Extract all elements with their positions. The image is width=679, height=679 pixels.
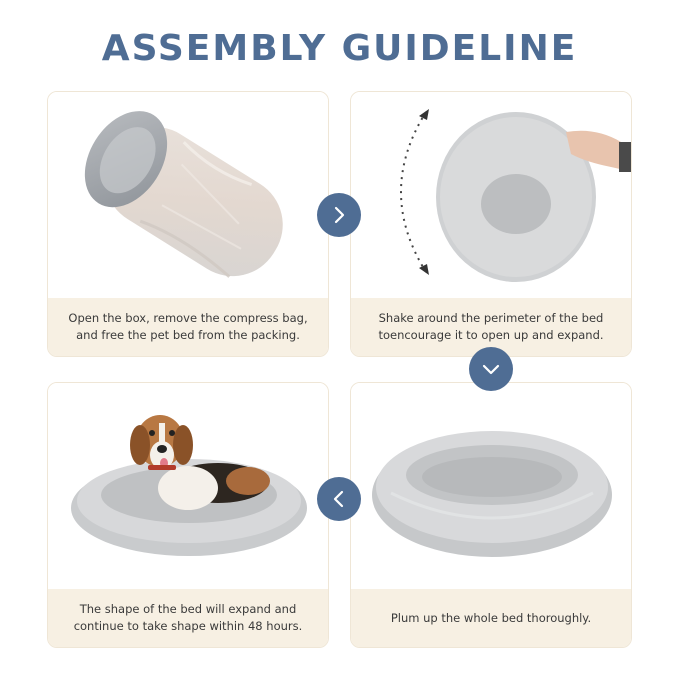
step-card-3 (47, 382, 329, 648)
page-title: ASSEMBLY GUIDELINE (101, 28, 578, 69)
step-caption: Shake around the perimeter of the bed toencourage it to open up and expand. (351, 298, 631, 356)
chevron-left-icon (317, 477, 361, 521)
chevron-right-icon (317, 193, 361, 237)
step-caption: Plum up the whole bed thoroughly. (351, 589, 631, 647)
step-caption: Open the box, remove the compress bag, and free the pet bed from the packing. (48, 298, 328, 356)
step-caption: The shape of the bed will expand and continue to take shape within 48 hours. (48, 589, 328, 647)
step-card-4 (350, 382, 632, 648)
fluffed-round-bed-image (351, 383, 631, 591)
step-card-1 (47, 91, 329, 357)
beagle-in-bed-image (48, 383, 328, 591)
step-card-2 (350, 91, 632, 357)
hand-shaking-bed-image (351, 92, 631, 300)
compressed-bed-roll-image (48, 92, 328, 300)
chevron-down-icon (469, 347, 513, 391)
